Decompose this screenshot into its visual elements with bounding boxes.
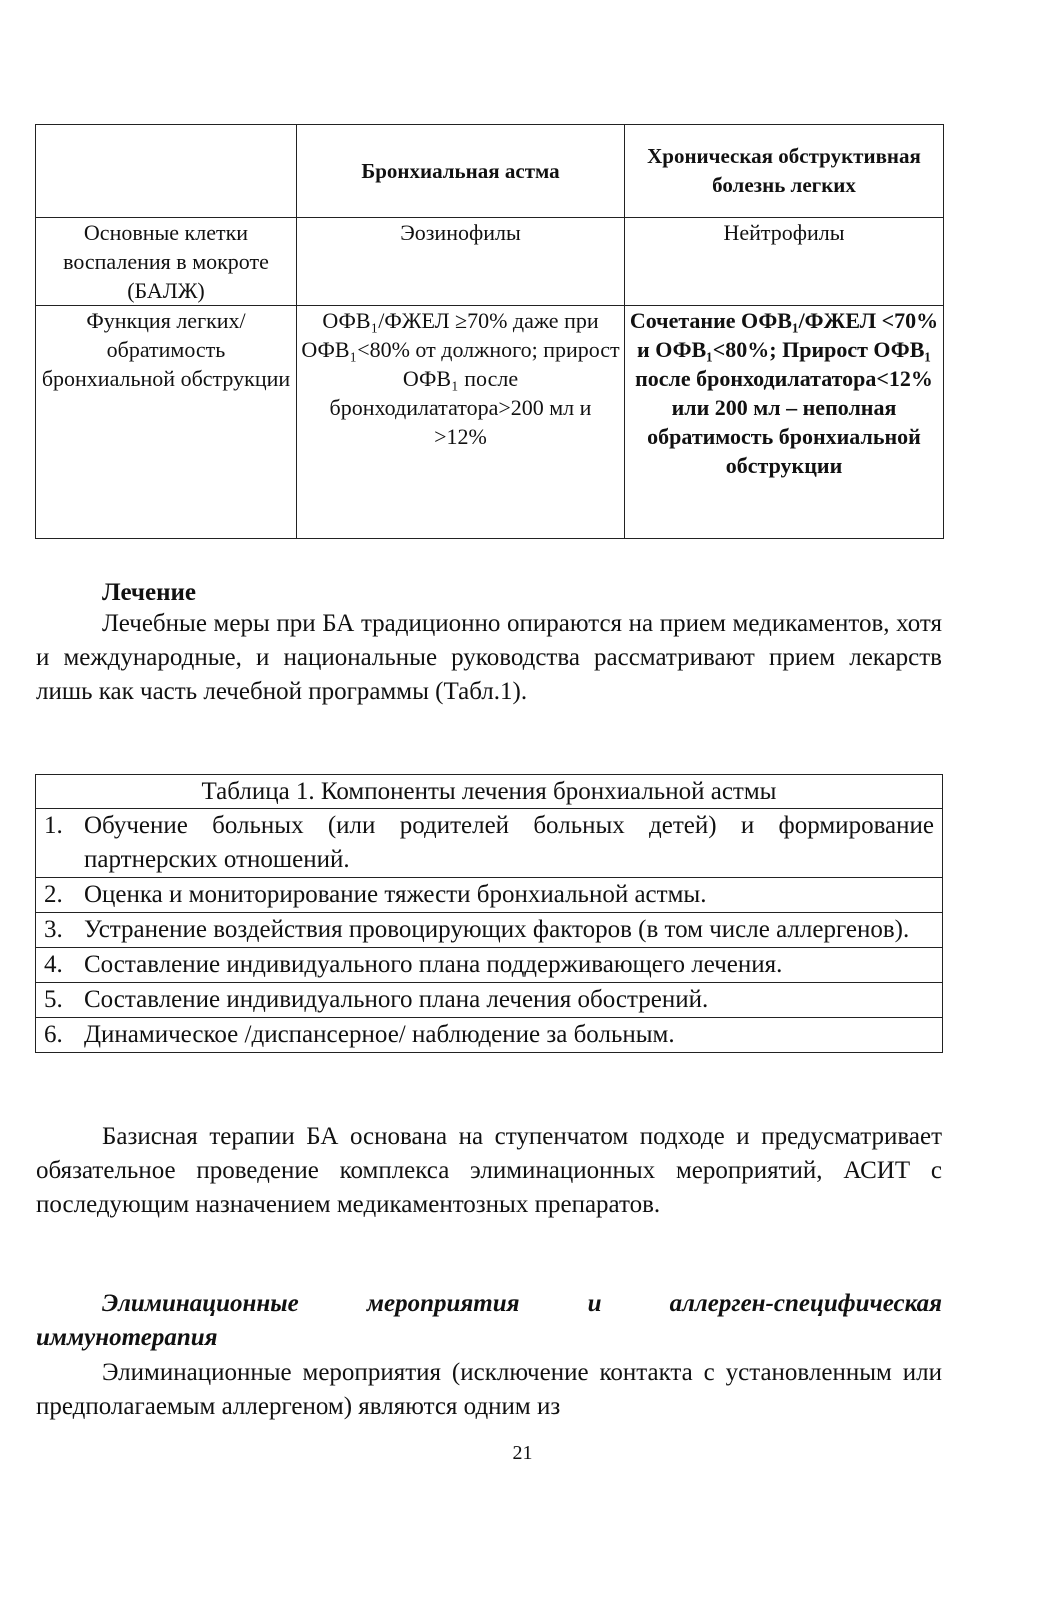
item-text: Динамическое /диспансерное/ наблюдение за больным. (84, 1021, 675, 1048)
item-number: 5. (44, 986, 63, 1013)
item-number: 1. (44, 812, 63, 839)
item-text: Оценка и мониторирование тяжести бронхиальной астмы. (84, 881, 707, 908)
item-number: 2. (44, 881, 63, 908)
subheading: Элиминационные мероприятия и аллерген-специфическая иммунотерапия (36, 1290, 942, 1351)
table-cell: Эозинофилы (297, 218, 625, 306)
item-number: 6. (44, 1021, 63, 1048)
list-item (36, 1018, 942, 1052)
list-item (36, 948, 942, 983)
table-header-cell: Хроническая обструктивная болезнь легких (625, 125, 944, 218)
item-number: 4. (44, 951, 63, 978)
list-item (36, 878, 942, 913)
paragraph: Базисная терапии БА основана на ступенчатом подходе и предусматривает обязательное проведение комплекса элиминационных мероприятий, АСИТ с последующим назначением медикаментозных препаратов. (36, 1123, 942, 1218)
table-cell: Основные клетки воспаления в мокроте (БАЛЖ) (36, 218, 297, 306)
table-cell: Сочетание ОФВ₁/ФЖЕЛ <70% и ОФВ₁<80%; Прирост ОФВ₁ после бронходилататора<12% или 200 мл – неполная обратимость бронхиальной обструкции (625, 306, 944, 539)
table-cell: Нейтрофилы (625, 218, 944, 306)
list-item (36, 913, 942, 948)
table-header-cell: Бронхиальная астма (297, 125, 625, 218)
table-caption: Таблица 1. Компоненты лечения бронхиальной астмы (36, 775, 942, 809)
item-text: Составление индивидуального плана поддерживающего лечения. (84, 951, 783, 978)
paragraph: Лечебные меры при БА традиционно опираются на прием медикаментов, хотя и международные, и национальные руководства рассматривают прием лекарств лишь как часть лечебной программы (Табл.1). (36, 610, 942, 705)
treatment-components-table (35, 774, 943, 1053)
list-item (36, 809, 942, 878)
table-row (36, 218, 944, 306)
table-cell: ОФВ₁/ФЖЕЛ ≥70% даже при ОФВ₁<80% от должного; прирост ОФВ₁ после бронходилататора>200 мл и >12% (297, 306, 625, 539)
item-text: Обучение больных (или родителей больных детей) и формирование партнерских отношений. (84, 812, 934, 873)
table-header-cell (36, 125, 297, 218)
item-number: 3. (44, 916, 63, 943)
item-text: Устранение воздействия провоцирующих факторов (в том числе аллергенов). (84, 916, 910, 943)
section-title: Лечение (102, 579, 197, 606)
table-row (36, 306, 944, 539)
item-text: Составление индивидуального плана лечения обострений. (84, 986, 709, 1013)
table-header-row (36, 125, 944, 218)
page-number: 21 (512, 1442, 533, 1464)
paragraph: Элиминационные мероприятия (исключение контакта с установленным или предполагаемым аллергеном) являются одним из (36, 1359, 942, 1420)
comparison-table (35, 124, 944, 539)
table-cell: Функция легких/обратимость бронхиальной обструкции (36, 306, 297, 539)
list-item (36, 983, 942, 1018)
